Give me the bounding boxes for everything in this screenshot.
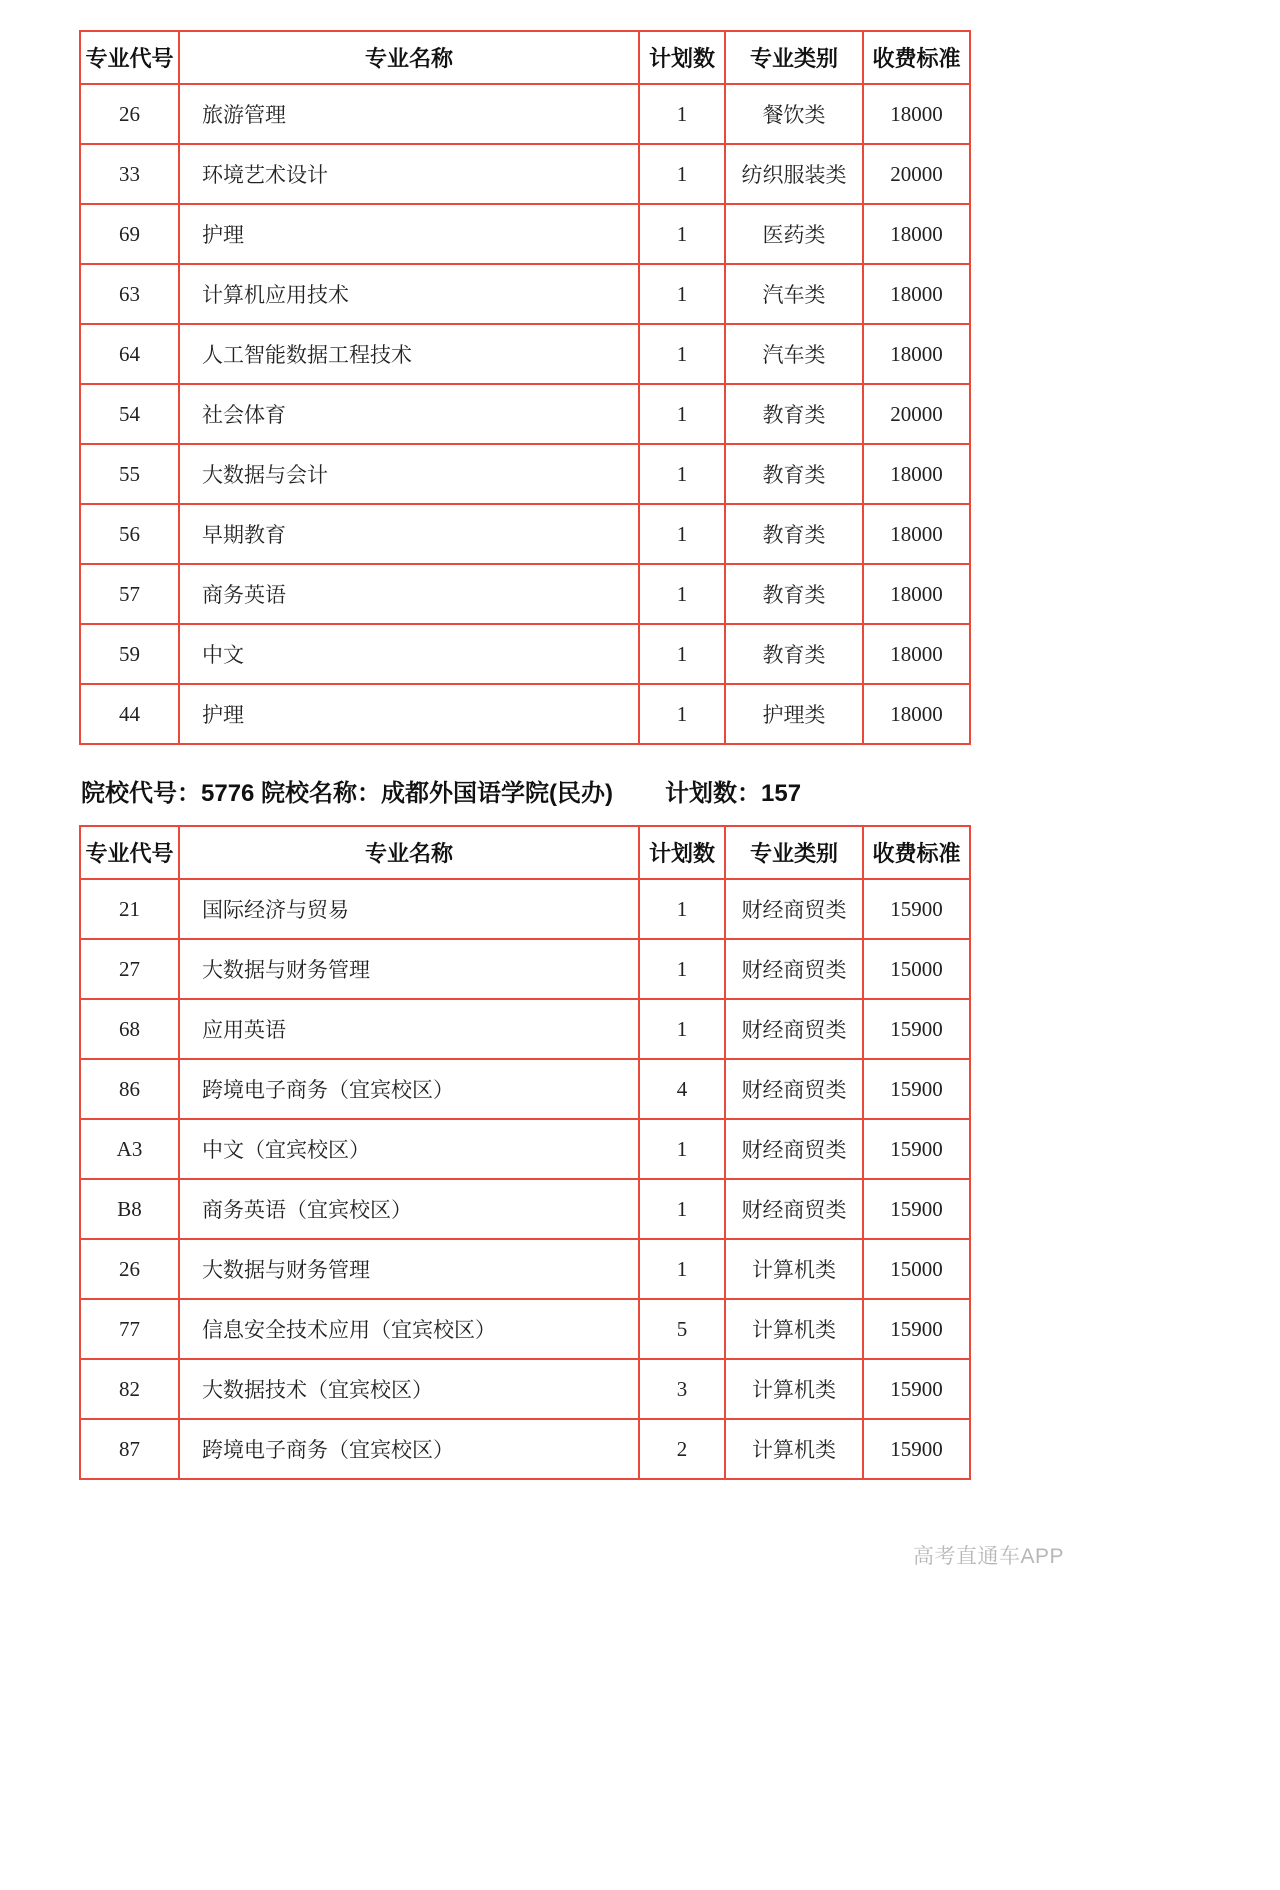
major-category-cell: 财经商贸类 bbox=[725, 1059, 863, 1119]
major-name-cell: 计算机应用技术 bbox=[179, 264, 639, 324]
major-code-cell: 86 bbox=[80, 1059, 179, 1119]
fee-standard-cell: 18000 bbox=[863, 204, 970, 264]
major-code-cell: 57 bbox=[80, 564, 179, 624]
col-header-major-name: 专业名称 bbox=[179, 31, 639, 84]
fee-standard-cell: 20000 bbox=[863, 144, 970, 204]
major-code-cell: 63 bbox=[80, 264, 179, 324]
major-name-cell: 跨境电子商务（宜宾校区） bbox=[179, 1419, 639, 1479]
major-name-cell: 商务英语 bbox=[179, 564, 639, 624]
col-header-plan-count: 计划数 bbox=[639, 31, 725, 84]
school-section-heading bbox=[81, 778, 969, 810]
table-body bbox=[80, 84, 970, 744]
table-row bbox=[80, 939, 970, 999]
table-row bbox=[80, 504, 970, 564]
major-name-cell: 应用英语 bbox=[179, 999, 639, 1059]
fee-standard-cell: 20000 bbox=[863, 384, 970, 444]
major-category-cell: 财经商贸类 bbox=[725, 879, 863, 939]
major-code-cell: 68 bbox=[80, 999, 179, 1059]
plan-count-cell: 5 bbox=[639, 1299, 725, 1359]
major-name-cell: 商务英语（宜宾校区） bbox=[179, 1179, 639, 1239]
table-row bbox=[80, 84, 970, 144]
plan-count-cell: 1 bbox=[639, 144, 725, 204]
major-category-cell: 餐饮类 bbox=[725, 84, 863, 144]
plan-count-cell: 1 bbox=[639, 84, 725, 144]
table-row bbox=[80, 999, 970, 1059]
plan-count-cell: 2 bbox=[639, 1419, 725, 1479]
table-row bbox=[80, 1119, 970, 1179]
plan-count-cell: 1 bbox=[639, 324, 725, 384]
fee-standard-cell: 18000 bbox=[863, 684, 970, 744]
plan-count-cell: 1 bbox=[639, 624, 725, 684]
major-name-cell: 环境艺术设计 bbox=[179, 144, 639, 204]
plan-count-cell: 1 bbox=[639, 1119, 725, 1179]
major-category-cell: 教育类 bbox=[725, 504, 863, 564]
fee-standard-cell: 15900 bbox=[863, 1419, 970, 1479]
major-category-cell: 纺织服装类 bbox=[725, 144, 863, 204]
fee-standard-cell: 15900 bbox=[863, 1299, 970, 1359]
fee-standard-cell: 15000 bbox=[863, 1239, 970, 1299]
major-plan-table-2 bbox=[79, 825, 971, 1480]
major-category-cell: 财经商贸类 bbox=[725, 1119, 863, 1179]
fee-standard-cell: 15900 bbox=[863, 879, 970, 939]
plan-count-cell: 1 bbox=[639, 939, 725, 999]
major-plan-table-1 bbox=[79, 30, 971, 745]
plan-count-cell: 1 bbox=[639, 204, 725, 264]
major-code-cell: 26 bbox=[80, 84, 179, 144]
fee-standard-cell: 18000 bbox=[863, 444, 970, 504]
fee-standard-cell: 18000 bbox=[863, 624, 970, 684]
table-row bbox=[80, 324, 970, 384]
major-code-cell: 87 bbox=[80, 1419, 179, 1479]
plan-count-cell: 1 bbox=[639, 504, 725, 564]
major-category-cell: 计算机类 bbox=[725, 1239, 863, 1299]
fee-standard-cell: 18000 bbox=[863, 324, 970, 384]
major-name-cell: 旅游管理 bbox=[179, 84, 639, 144]
table-row bbox=[80, 1059, 970, 1119]
table-row bbox=[80, 1179, 970, 1239]
table-row bbox=[80, 1239, 970, 1299]
table-row bbox=[80, 1299, 970, 1359]
col-header-fee-standard: 收费标准 bbox=[863, 826, 970, 879]
plan-count-cell: 4 bbox=[639, 1059, 725, 1119]
major-category-cell: 教育类 bbox=[725, 384, 863, 444]
major-name-cell: 大数据与会计 bbox=[179, 444, 639, 504]
major-name-cell: 跨境电子商务（宜宾校区） bbox=[179, 1059, 639, 1119]
major-code-cell: B8 bbox=[80, 1179, 179, 1239]
table-row bbox=[80, 624, 970, 684]
major-code-cell: 56 bbox=[80, 504, 179, 564]
major-code-cell: 77 bbox=[80, 1299, 179, 1359]
plan-count-cell: 1 bbox=[639, 384, 725, 444]
plan-count-cell: 3 bbox=[639, 1359, 725, 1419]
col-header-plan-count: 计划数 bbox=[639, 826, 725, 879]
school-info-text: 院校代号：5776 院校名称：成都外国语学院(民办) bbox=[81, 780, 614, 807]
plan-count-cell: 1 bbox=[639, 1239, 725, 1299]
fee-standard-cell: 15900 bbox=[863, 1119, 970, 1179]
major-category-cell: 财经商贸类 bbox=[725, 999, 863, 1059]
major-code-cell: 82 bbox=[80, 1359, 179, 1419]
col-header-fee-standard: 收费标准 bbox=[863, 31, 970, 84]
fee-standard-cell: 18000 bbox=[863, 264, 970, 324]
major-category-cell: 汽车类 bbox=[725, 264, 863, 324]
table-row bbox=[80, 1359, 970, 1419]
major-name-cell: 中文（宜宾校区） bbox=[179, 1119, 639, 1179]
major-name-cell: 早期教育 bbox=[179, 504, 639, 564]
table-row bbox=[80, 1419, 970, 1479]
table-row bbox=[80, 204, 970, 264]
major-name-cell: 社会体育 bbox=[179, 384, 639, 444]
plan-count-cell: 1 bbox=[639, 879, 725, 939]
major-category-cell: 医药类 bbox=[725, 204, 863, 264]
major-code-cell: 33 bbox=[80, 144, 179, 204]
major-category-cell: 财经商贸类 bbox=[725, 939, 863, 999]
plan-count-cell: 1 bbox=[639, 444, 725, 504]
plan-count-cell: 1 bbox=[639, 564, 725, 624]
plan-count-cell: 1 bbox=[639, 684, 725, 744]
major-code-cell: A3 bbox=[80, 1119, 179, 1179]
col-header-major-category: 专业类别 bbox=[725, 31, 863, 84]
col-header-major-category: 专业类别 bbox=[725, 826, 863, 879]
col-header-major-name: 专业名称 bbox=[179, 826, 639, 879]
table-row bbox=[80, 879, 970, 939]
major-category-cell: 汽车类 bbox=[725, 324, 863, 384]
major-category-cell: 计算机类 bbox=[725, 1299, 863, 1359]
major-code-cell: 44 bbox=[80, 684, 179, 744]
major-name-cell: 中文 bbox=[179, 624, 639, 684]
major-category-cell: 财经商贸类 bbox=[725, 1179, 863, 1239]
table-row bbox=[80, 264, 970, 324]
header-row bbox=[80, 31, 970, 84]
major-code-cell: 64 bbox=[80, 324, 179, 384]
major-name-cell: 大数据技术（宜宾校区） bbox=[179, 1359, 639, 1419]
plan-count-cell: 1 bbox=[639, 1179, 725, 1239]
fee-standard-cell: 18000 bbox=[863, 564, 970, 624]
major-name-cell: 护理 bbox=[179, 684, 639, 744]
app-watermark: 高考直通车APP bbox=[913, 1545, 1065, 1568]
fee-standard-cell: 15900 bbox=[863, 1359, 970, 1419]
major-name-cell: 信息安全技术应用（宜宾校区） bbox=[179, 1299, 639, 1359]
fee-standard-cell: 15900 bbox=[863, 1179, 970, 1239]
major-name-cell: 人工智能数据工程技术 bbox=[179, 324, 639, 384]
major-code-cell: 59 bbox=[80, 624, 179, 684]
fee-standard-cell: 15000 bbox=[863, 939, 970, 999]
major-name-cell: 大数据与财务管理 bbox=[179, 939, 639, 999]
table-row bbox=[80, 384, 970, 444]
fee-standard-cell: 18000 bbox=[863, 504, 970, 564]
col-header-major-code: 专业代号 bbox=[80, 31, 179, 84]
major-code-cell: 69 bbox=[80, 204, 179, 264]
major-name-cell: 大数据与财务管理 bbox=[179, 1239, 639, 1299]
document-content bbox=[79, 30, 969, 1480]
major-category-cell: 教育类 bbox=[725, 444, 863, 504]
school-plan-count-text: 计划数：157 bbox=[665, 780, 802, 807]
major-code-cell: 26 bbox=[80, 1239, 179, 1299]
major-name-cell: 国际经济与贸易 bbox=[179, 879, 639, 939]
plan-count-cell: 1 bbox=[639, 264, 725, 324]
header-row bbox=[80, 826, 970, 879]
major-category-cell: 计算机类 bbox=[725, 1359, 863, 1419]
fee-standard-cell: 15900 bbox=[863, 1059, 970, 1119]
major-code-cell: 21 bbox=[80, 879, 179, 939]
major-category-cell: 计算机类 bbox=[725, 1419, 863, 1479]
major-code-cell: 55 bbox=[80, 444, 179, 504]
major-category-cell: 教育类 bbox=[725, 564, 863, 624]
plan-count-cell: 1 bbox=[639, 999, 725, 1059]
major-code-cell: 27 bbox=[80, 939, 179, 999]
major-name-cell: 护理 bbox=[179, 204, 639, 264]
fee-standard-cell: 18000 bbox=[863, 84, 970, 144]
table-row bbox=[80, 564, 970, 624]
major-category-cell: 护理类 bbox=[725, 684, 863, 744]
major-category-cell: 教育类 bbox=[725, 624, 863, 684]
table-row bbox=[80, 444, 970, 504]
table-row bbox=[80, 144, 970, 204]
fee-standard-cell: 15900 bbox=[863, 999, 970, 1059]
col-header-major-code: 专业代号 bbox=[80, 826, 179, 879]
table-row bbox=[80, 684, 970, 744]
major-code-cell: 54 bbox=[80, 384, 179, 444]
table-body bbox=[80, 879, 970, 1479]
